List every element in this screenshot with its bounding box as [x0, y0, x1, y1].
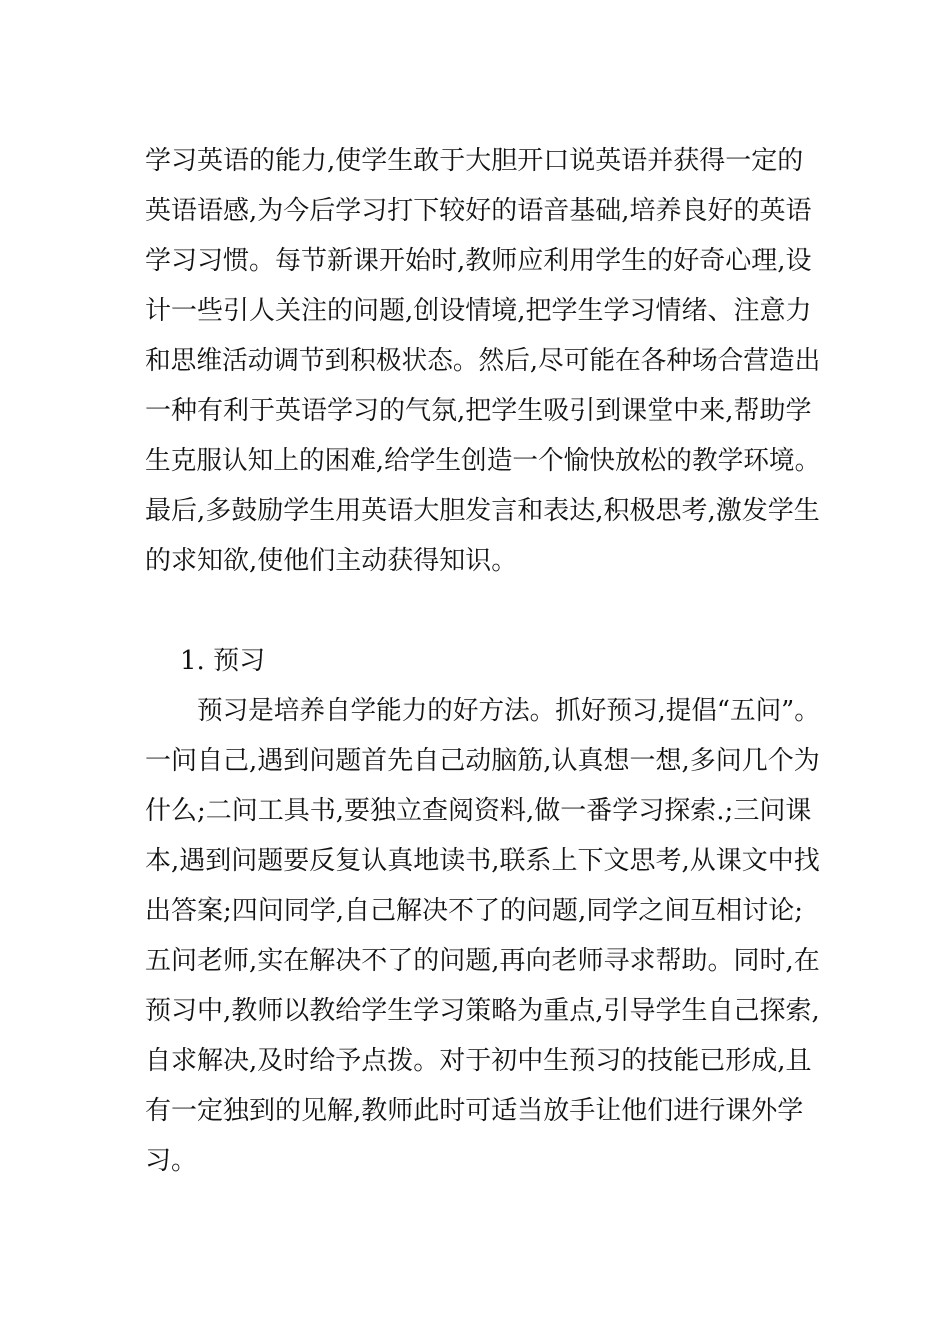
paragraph-2-line: 一问自己,遇到问题首先自己动脑筋,认真想一想,多问几个为	[145, 746, 820, 776]
paragraph-2-line: 本,遇到问题要反复认真地读书,联系上下文思考,从课文中找	[145, 846, 820, 876]
section-heading: 1. 预习	[180, 646, 266, 676]
paragraph-1-line: 学习英语的能力,使学生敢于大胆开口说英语并获得一定的	[145, 146, 804, 176]
paragraph-2-line: 有一定独到的见解,教师此时可适当放手让他们进行课外学	[145, 1096, 804, 1126]
paragraph-1-line: 生克服认知上的困难,给学生创造一个愉快放松的教学环境。	[145, 446, 821, 476]
paragraph-1-line: 最后,多鼓励学生用英语大胆发言和表达,积极思考,激发学生	[145, 496, 820, 526]
paragraph-1-line: 学习习惯。每节新课开始时,教师应利用学生的好奇心理,设	[145, 246, 812, 276]
paragraph-2-line: 出答案;四问同学,自己解决不了的问题,同学之间互相讨论;	[145, 896, 804, 926]
paragraph-1-line: 一种有利于英语学习的气氛,把学生吸引到课堂中来,帮助学	[145, 396, 812, 426]
paragraph-2-line: 自求解决,及时给予点拨。对于初中生预习的技能已形成,且	[145, 1046, 812, 1076]
paragraph-2-line: 预习是培养自学能力的好方法。抓好预习,提倡“五问”。	[197, 696, 820, 726]
paragraph-1-line: 英语语感,为今后学习打下较好的语音基础,培养良好的英语	[145, 196, 812, 226]
paragraph-2-line: 预习中,教师以教给学生学习策略为重点,引导学生自己探索,	[145, 996, 820, 1026]
paragraph-2-line: 五问老师,实在解决不了的问题,再向老师寻求帮助。同时,在	[145, 946, 820, 976]
paragraph-1-line: 的求知欲,使他们主动获得知识。	[145, 546, 518, 576]
paragraph-2-line: 什么;二问工具书,要独立查阅资料,做一番学习探索.;三问课	[145, 796, 812, 826]
paragraph-2-line: 习。	[145, 1146, 198, 1176]
paragraph-1-line: 计一些引人关注的问题,创设情境,把学生学习情绪、注意力	[145, 296, 812, 326]
paragraph-1-line: 和思维活动调节到积极状态。然后,尽可能在各种场合营造出	[145, 346, 821, 376]
